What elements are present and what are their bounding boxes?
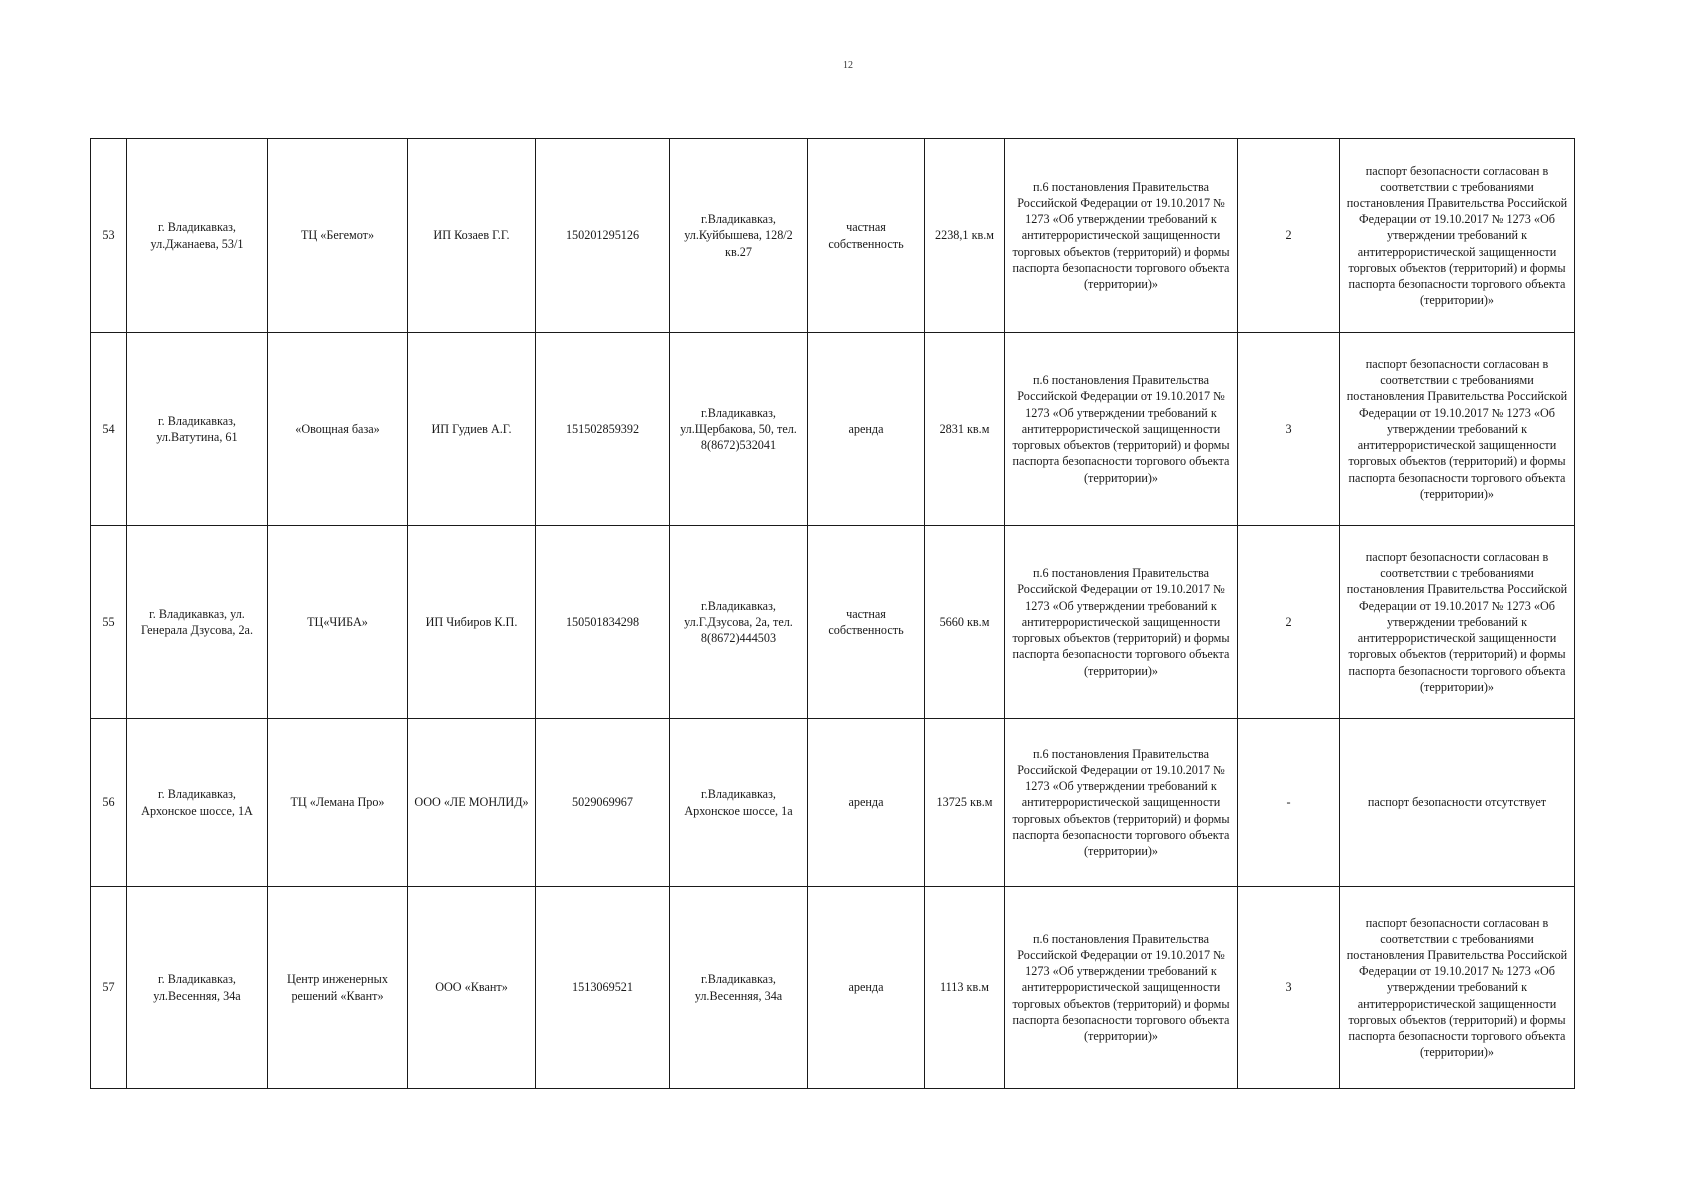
passport-status: паспорт безопасности согласован в соответствии с требованиями постановления Правительства Российской Федерации от 19.10.2017 № 1273 «Об утверждении требований к антитеррористической защищенности торговых объектов (территорий) и формы паспорта безопасности торгового объекта (территории)»: [1340, 887, 1575, 1089]
table-row: [91, 719, 1575, 887]
table-row: [91, 333, 1575, 526]
regulatory-document: п.6 постановления Правительства Российской Федерации от 19.10.2017 № 1273 «Об утверждении требований к антитеррористической защищенности торговых объектов (территорий) и формы паспорта безопасности торгового объекта (территории)»: [1005, 139, 1238, 333]
object-name: «Овощная база»: [268, 333, 408, 526]
owner-address: г.Владикавказ, ул.Весенняя, 34а: [670, 887, 808, 1089]
category: -: [1238, 719, 1340, 887]
category: 3: [1238, 333, 1340, 526]
object-location: г. Владикавказ, Архонское шоссе, 1А: [127, 719, 268, 887]
category: 2: [1238, 139, 1340, 333]
object-area: 1113 кв.м: [925, 887, 1005, 1089]
category: 2: [1238, 526, 1340, 719]
ownership-type: аренда: [808, 333, 925, 526]
ownership-type: частная собственность: [808, 139, 925, 333]
table-row: [91, 526, 1575, 719]
owner-address: г.Владикавказ, ул.Щербакова, 50, тел. 8(8672)532041: [670, 333, 808, 526]
object-location: г. Владикавказ, ул.Джанаева, 53/1: [127, 139, 268, 333]
object-location: г. Владикавказ, ул.Весенняя, 34а: [127, 887, 268, 1089]
owner-inn: 150201295126: [536, 139, 670, 333]
object-name: ТЦ«ЧИБА»: [268, 526, 408, 719]
object-name: ТЦ «Лемана Про»: [268, 719, 408, 887]
passport-status: паспорт безопасности согласован в соответствии с требованиями постановления Правительства Российской Федерации от 19.10.2017 № 1273 «Об утверждении требований к антитеррористической защищенности торговых объектов (территорий) и формы паспорта безопасности торгового объекта (территории)»: [1340, 333, 1575, 526]
category: 3: [1238, 887, 1340, 1089]
table-row: [91, 139, 1575, 333]
object-name: Центр инженерных решений «Квант»: [268, 887, 408, 1089]
owner-inn: 1513069521: [536, 887, 670, 1089]
object-area: 2831 кв.м: [925, 333, 1005, 526]
row-number: 56: [91, 719, 127, 887]
row-number: 54: [91, 333, 127, 526]
regulatory-document: п.6 постановления Правительства Российской Федерации от 19.10.2017 № 1273 «Об утверждении требований к антитеррористической защищенности торговых объектов (территорий) и формы паспорта безопасности торгового объекта (территории)»: [1005, 333, 1238, 526]
object-location: г. Владикавказ, ул. Генерала Дзусова, 2а.: [127, 526, 268, 719]
object-name: ТЦ «Бегемот»: [268, 139, 408, 333]
ownership-type: аренда: [808, 719, 925, 887]
owner-name: ООО «Квант»: [408, 887, 536, 1089]
ownership-type: частная собственность: [808, 526, 925, 719]
registry-table: [90, 138, 1575, 1089]
owner-inn: 150501834298: [536, 526, 670, 719]
owner-name: ООО «ЛЕ МОНЛИД»: [408, 719, 536, 887]
owner-address: г.Владикавказ, ул.Куйбышева, 128/2 кв.27: [670, 139, 808, 333]
owner-name: ИП Чибиров К.П.: [408, 526, 536, 719]
regulatory-document: п.6 постановления Правительства Российской Федерации от 19.10.2017 № 1273 «Об утверждении требований к антитеррористической защищенности торговых объектов (территорий) и формы паспорта безопасности торгового объекта (территории)»: [1005, 526, 1238, 719]
owner-name: ИП Гудиев А.Г.: [408, 333, 536, 526]
owner-address: г.Владикавказ, Архонское шоссе, 1а: [670, 719, 808, 887]
owner-inn: 151502859392: [536, 333, 670, 526]
owner-address: г.Владикавказ, ул.Г.Дзусова, 2а, тел. 8(8672)444503: [670, 526, 808, 719]
ownership-type: аренда: [808, 887, 925, 1089]
row-number: 55: [91, 526, 127, 719]
object-area: 2238,1 кв.м: [925, 139, 1005, 333]
row-number: 53: [91, 139, 127, 333]
object-location: г. Владикавказ, ул.Ватутина, 61: [127, 333, 268, 526]
passport-status: паспорт безопасности отсутствует: [1340, 719, 1575, 887]
table-row: [91, 887, 1575, 1089]
regulatory-document: п.6 постановления Правительства Российской Федерации от 19.10.2017 № 1273 «Об утверждении требований к антитеррористической защищенности торговых объектов (территорий) и формы паспорта безопасности торгового объекта (территории)»: [1005, 719, 1238, 887]
owner-inn: 5029069967: [536, 719, 670, 887]
passport-status: паспорт безопасности согласован в соответствии с требованиями постановления Правительства Российской Федерации от 19.10.2017 № 1273 «Об утверждении требований к антитеррористической защищенности торговых объектов (территорий) и формы паспорта безопасности торгового объекта (территории)»: [1340, 139, 1575, 333]
regulatory-document: п.6 постановления Правительства Российской Федерации от 19.10.2017 № 1273 «Об утверждении требований к антитеррористической защищенности торговых объектов (территорий) и формы паспорта безопасности торгового объекта (территории)»: [1005, 887, 1238, 1089]
page-number: 12: [843, 60, 853, 71]
row-number: 57: [91, 887, 127, 1089]
object-area: 13725 кв.м: [925, 719, 1005, 887]
owner-name: ИП Козаев Г.Г.: [408, 139, 536, 333]
object-area: 5660 кв.м: [925, 526, 1005, 719]
passport-status: паспорт безопасности согласован в соответствии с требованиями постановления Правительства Российской Федерации от 19.10.2017 № 1273 «Об утверждении требований к антитеррористической защищенности торговых объектов (территорий) и формы паспорта безопасности торгового объекта (территории)»: [1340, 526, 1575, 719]
